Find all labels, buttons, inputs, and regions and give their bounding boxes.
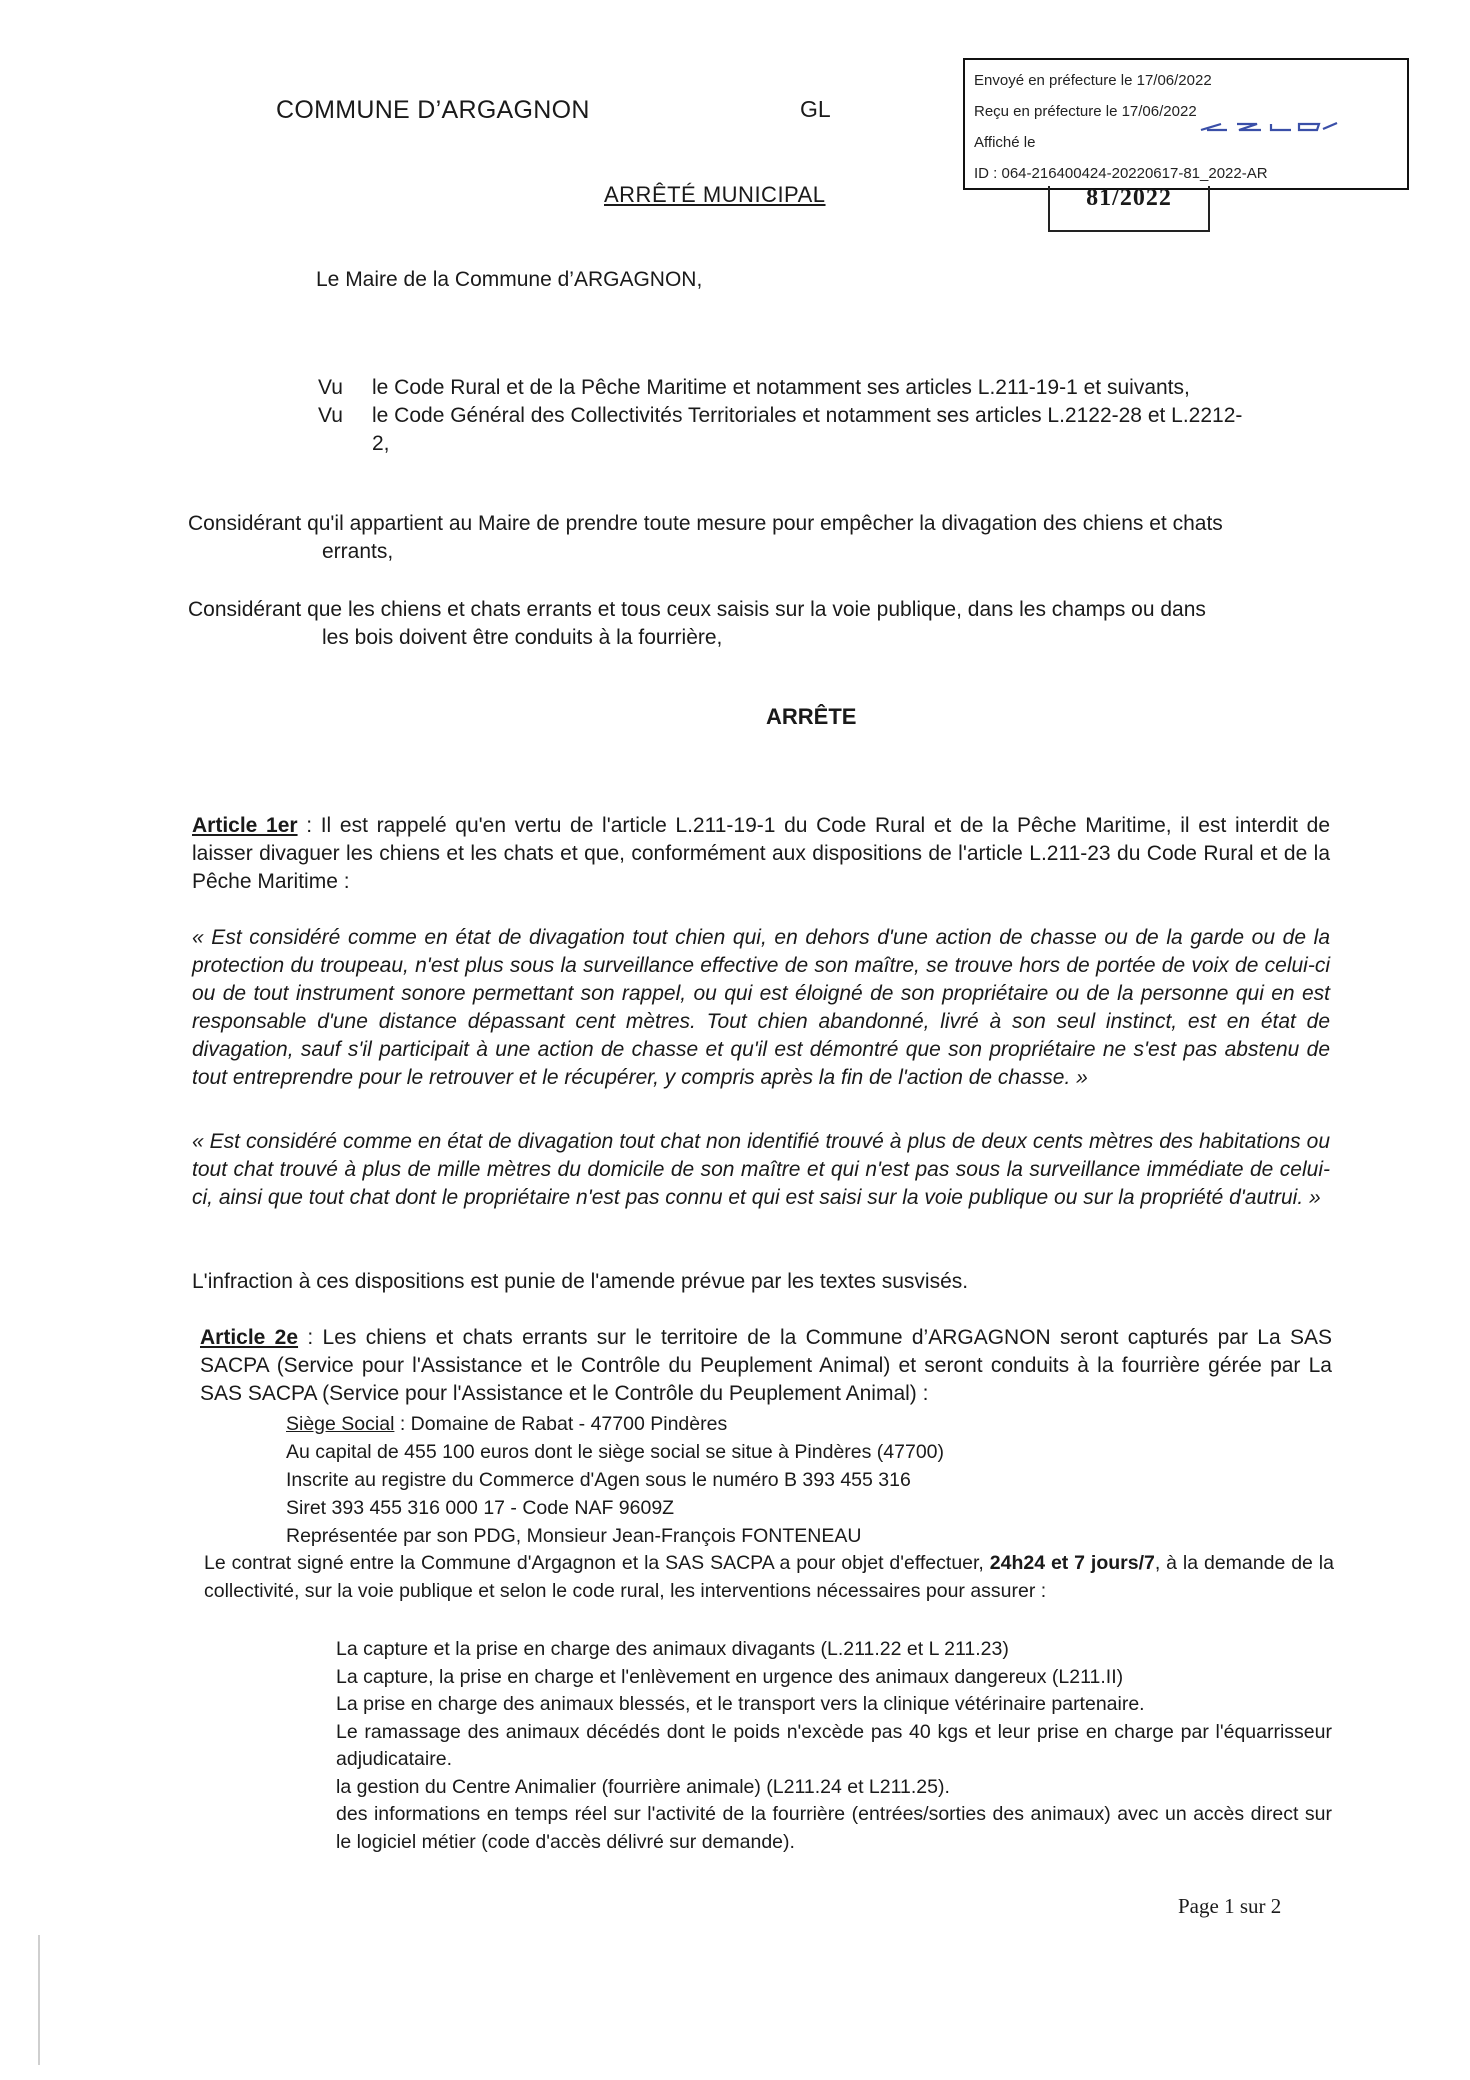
considerant-2: Considérant que les chiens et chats errants et tous ceux saisis sur la voie publique, dans les champs ou dans xyxy=(188,598,1206,621)
contrat-text-b: , à la demande de la collectivité, sur la voie publique et selon le code rural, les interventions nécessaires pour assurer : xyxy=(204,1552,1334,1602)
commune-name: COMMUNE D’ARGAGNON xyxy=(276,96,590,124)
article-1-text: : Il est rappelé qu'en vertu de l'article L.211-19-1 du Code Rural et de la Pêche Maritime, il est interdit de laisser divaguer les chiens et les chats et que, conformément aux dispositions de l'article L.211-23 du Code Rural et de la Pêche Maritime : xyxy=(192,814,1330,893)
stamp-recu: Reçu en préfecture le 17/06/2022 xyxy=(974,103,1197,120)
maire-line: Le Maire de la Commune d’ARGAGNON, xyxy=(316,268,703,291)
gl-initials: GL xyxy=(800,96,831,122)
vu-line-2-cont: 2, xyxy=(372,432,390,455)
list-item: des informations en temps réel sur l'activité de la fourrière (entrées/sorties des animaux) avec un accès direct sur le logiciel métier (code d'accès délivré sur demande). xyxy=(336,1803,1332,1853)
stamp-envoye: Envoyé en préfecture le 17/06/2022 xyxy=(974,72,1212,89)
article-2-label: Article 2e xyxy=(200,1326,299,1349)
interventions-list xyxy=(336,1636,1332,1856)
slo-signature-icon xyxy=(1199,120,1339,134)
considerant-1-cont: errants, xyxy=(322,540,394,563)
arrete-number: 81/2022 xyxy=(1048,186,1210,232)
contrat-bold: 24h24 et 7 jours/7 xyxy=(989,1552,1155,1574)
arrete-heading: ARRÊTE xyxy=(766,704,857,729)
stamp-affiche: Affiché le xyxy=(974,134,1036,151)
article-1-label: Article 1er xyxy=(192,814,298,837)
list-item: La capture et la prise en charge des animaux divagants (L.211.22 et L 211.23) xyxy=(336,1638,1009,1660)
scan-margin-line xyxy=(38,1935,40,2065)
considerant-1: Considérant qu'il appartient au Maire de prendre toute mesure pour empêcher la divagation des chiens et chats xyxy=(188,512,1223,535)
list-item: La prise en charge des animaux blessés, et le transport vers la clinique vétérinaire partenaire. xyxy=(336,1693,1145,1715)
prefecture-stamp xyxy=(963,58,1409,190)
sacpa-siret: Siret 393 455 316 000 17 - Code NAF 9609Z xyxy=(286,1497,675,1519)
contrat-text-a: Le contrat signé entre la Commune d'Argagnon et la SAS SACPA a pour objet d'effectuer, xyxy=(204,1552,990,1574)
list-item: Le ramassage des animaux décédés dont le poids n'excède pas 40 kgs et leur prise en charge par l'équarrisseur adjudicataire. xyxy=(336,1720,1332,1770)
vu-line-1: le Code Rural et de la Pêche Maritime et notamment ses articles L.211-19-1 et suivants, xyxy=(372,376,1190,399)
stamp-id: ID : 064-216400424-20220617-81_2022-AR xyxy=(974,165,1268,182)
page-number: Page 1 sur 2 xyxy=(1178,1894,1282,1918)
siege-value: : Domaine de Rabat - 47700 Pindères xyxy=(394,1413,728,1435)
list-item: la gestion du Centre Animalier (fourrière animale) (L211.24 et L211.25). xyxy=(336,1775,950,1798)
vu-label: Vu xyxy=(318,404,343,427)
siege-social xyxy=(286,1411,727,1439)
article-2 xyxy=(200,1324,1332,1408)
article-1-quote-chat: « Est considéré comme en état de divagation tout chat non identifié trouvé à plus de deux cents mètres des habitations ou tout chat trouvé à plus de mille mètres du domicile de son maître et qui n'est pas sous la surveillance immédiate de celui-ci, ainsi que tout chat dont le propriétaire n'est pas connu et qui est saisi sur la voie publique ou sur la propriété d'autrui. » xyxy=(192,1130,1330,1209)
article-1-infraction: L'infraction à ces dispositions est punie de l'amende prévue par les textes susvisés. xyxy=(192,1270,969,1293)
list-item: La capture, la prise en charge et l'enlèvement en urgence des animaux dangereux (L211.II) xyxy=(336,1665,1124,1688)
considerant-2-cont: les bois doivent être conduits à la fourrière, xyxy=(322,626,723,649)
vu-label: Vu xyxy=(318,376,343,399)
sacpa-pdg: Représentée par son PDG, Monsieur Jean-François FONTENEAU xyxy=(286,1525,862,1547)
document-title: ARRÊTÉ MUNICIPAL xyxy=(604,182,826,207)
sacpa-capital: Au capital de 455 100 euros dont le siège social se situe à Pindères (47700) xyxy=(286,1441,945,1463)
vu-line-2: le Code Général des Collectivités Territoriales et notamment ses articles L.2122-28 et L.2212- xyxy=(372,404,1243,427)
siege-label: Siège Social xyxy=(286,1413,395,1435)
article-1 xyxy=(192,812,1330,896)
article-1-quote-chien: « Est considéré comme en état de divagation tout chien qui, en dehors d'une action de chasse ou de la garde ou de la protection du troupeau, n'est plus sous la surveillance effective de son maître, se trouve hors de portée de voix de celui-ci ou de tout instrument sonore permettant son rappel, ou qui est éloigné de son propriétaire ou de la personne qui en est responsable d'une distance dépassant cent mètres. Tout chien abandonné, livré à son seul instinct, est en état de divagation, sauf s'il participait à une action de chasse et qu'il est démontré que son propriétaire ne s'est pas abstenu de tout entreprendre pour le retrouver et le récupérer, y compris après la fin de l'action de chasse. » xyxy=(192,926,1330,1089)
article-2-text: : Les chiens et chats errants sur le territoire de la Commune d’ARGAGNON seront capturés par La SAS SACPA (Service pour l'Assistance et le Contrôle du Peuplement Animal) et seront conduits à la fourrière gérée par La SAS SACPA (Service pour l'Assistance et le Contrôle du Peuplement Animal) : xyxy=(200,1326,1332,1405)
contrat-paragraph xyxy=(204,1550,1334,1605)
sacpa-registre: Inscrite au registre du Commerce d'Agen sous le numéro B 393 455 316 xyxy=(286,1469,911,1491)
